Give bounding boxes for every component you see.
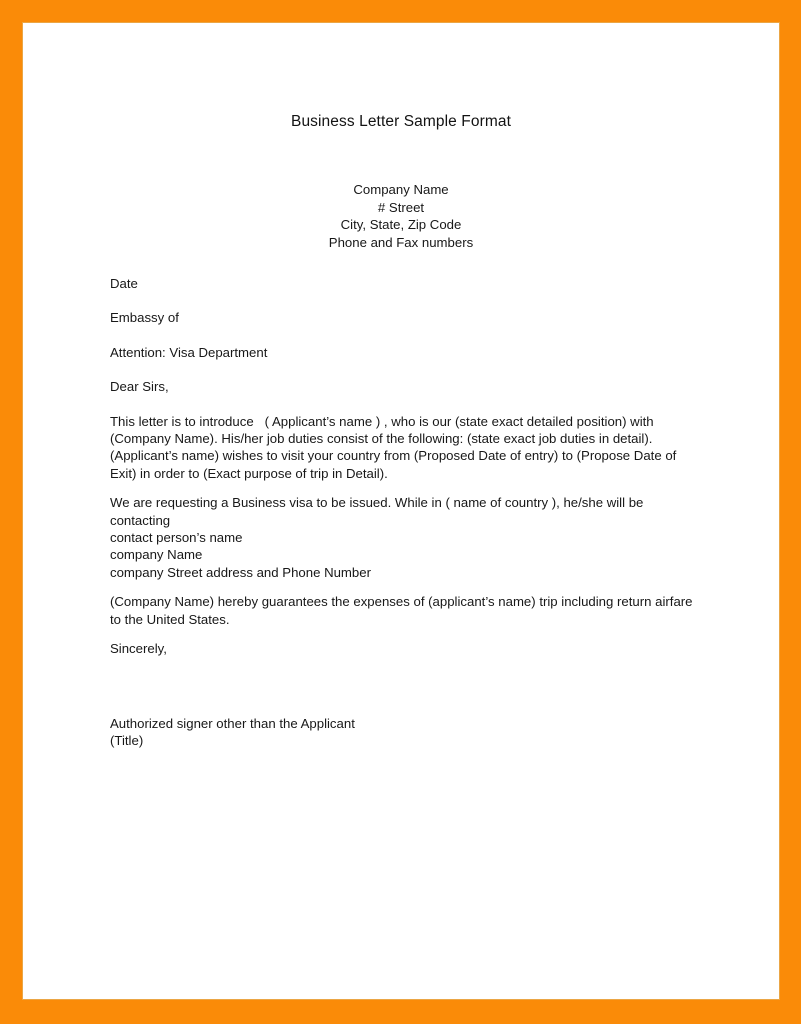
- paragraph-introduction: This letter is to introduce ( Applicant’s name ) , who is our (state exact detailed position) with (Company Name). His/her job duties consist of the following: (state exact job duties in detail). (Applicant’s name) wishes to visit your country from (Proposed Date of entry) to (Propose Date of Exit) in order to (Exact purpose of trip in Detail).: [110, 413, 681, 481]
- spacer: [110, 396, 693, 413]
- letterhead-line-phone-fax: Phone and Fax numbers: [328, 234, 474, 250]
- spacer: [110, 327, 693, 344]
- contact-line-address-phone: company Street address and Phone Number: [110, 564, 371, 580]
- spacer: [110, 361, 693, 378]
- paragraph-expense-guarantee: (Company Name) hereby guarantees the expenses of (applicant’s name) trip including return airfare to the United States.: [110, 594, 697, 627]
- scanned-letter-page: [23, 23, 779, 999]
- spacer: [110, 292, 693, 309]
- signature-line-authorized-signer: Authorized signer other than the Applicant: [110, 715, 355, 731]
- spacer: [110, 628, 693, 640]
- closing-line: Sincerely,: [110, 641, 167, 657]
- page-title: Business Letter Sample Format: [291, 113, 511, 130]
- date-line: Date: [110, 276, 138, 291]
- spacer: [110, 581, 693, 593]
- letterhead-block: [23, 181, 779, 251]
- spacer: [110, 482, 693, 494]
- contact-line-company-name: company Name: [110, 547, 203, 563]
- signature-space: [110, 658, 693, 715]
- contact-line-person-name: contact person’s name: [110, 530, 243, 546]
- letterhead-line-city-state-zip: City, State, Zip Code: [340, 217, 462, 232]
- recipient-line: Embassy of: [110, 310, 179, 326]
- attention-line: Attention: Visa Department: [110, 344, 268, 360]
- signature-line-title: (Title): [110, 732, 144, 748]
- letter-body: [110, 275, 697, 749]
- business-letter-document: [23, 23, 779, 999]
- letterhead-line-company-name: Company Name: [353, 182, 449, 197]
- salutation-line: Dear Sirs,: [110, 379, 169, 395]
- paragraph-visa-request: We are requesting a Business visa to be issued. While in ( name of country ), he/she will be contacting: [110, 495, 648, 528]
- letterhead-line-street: # Street: [377, 199, 425, 215]
